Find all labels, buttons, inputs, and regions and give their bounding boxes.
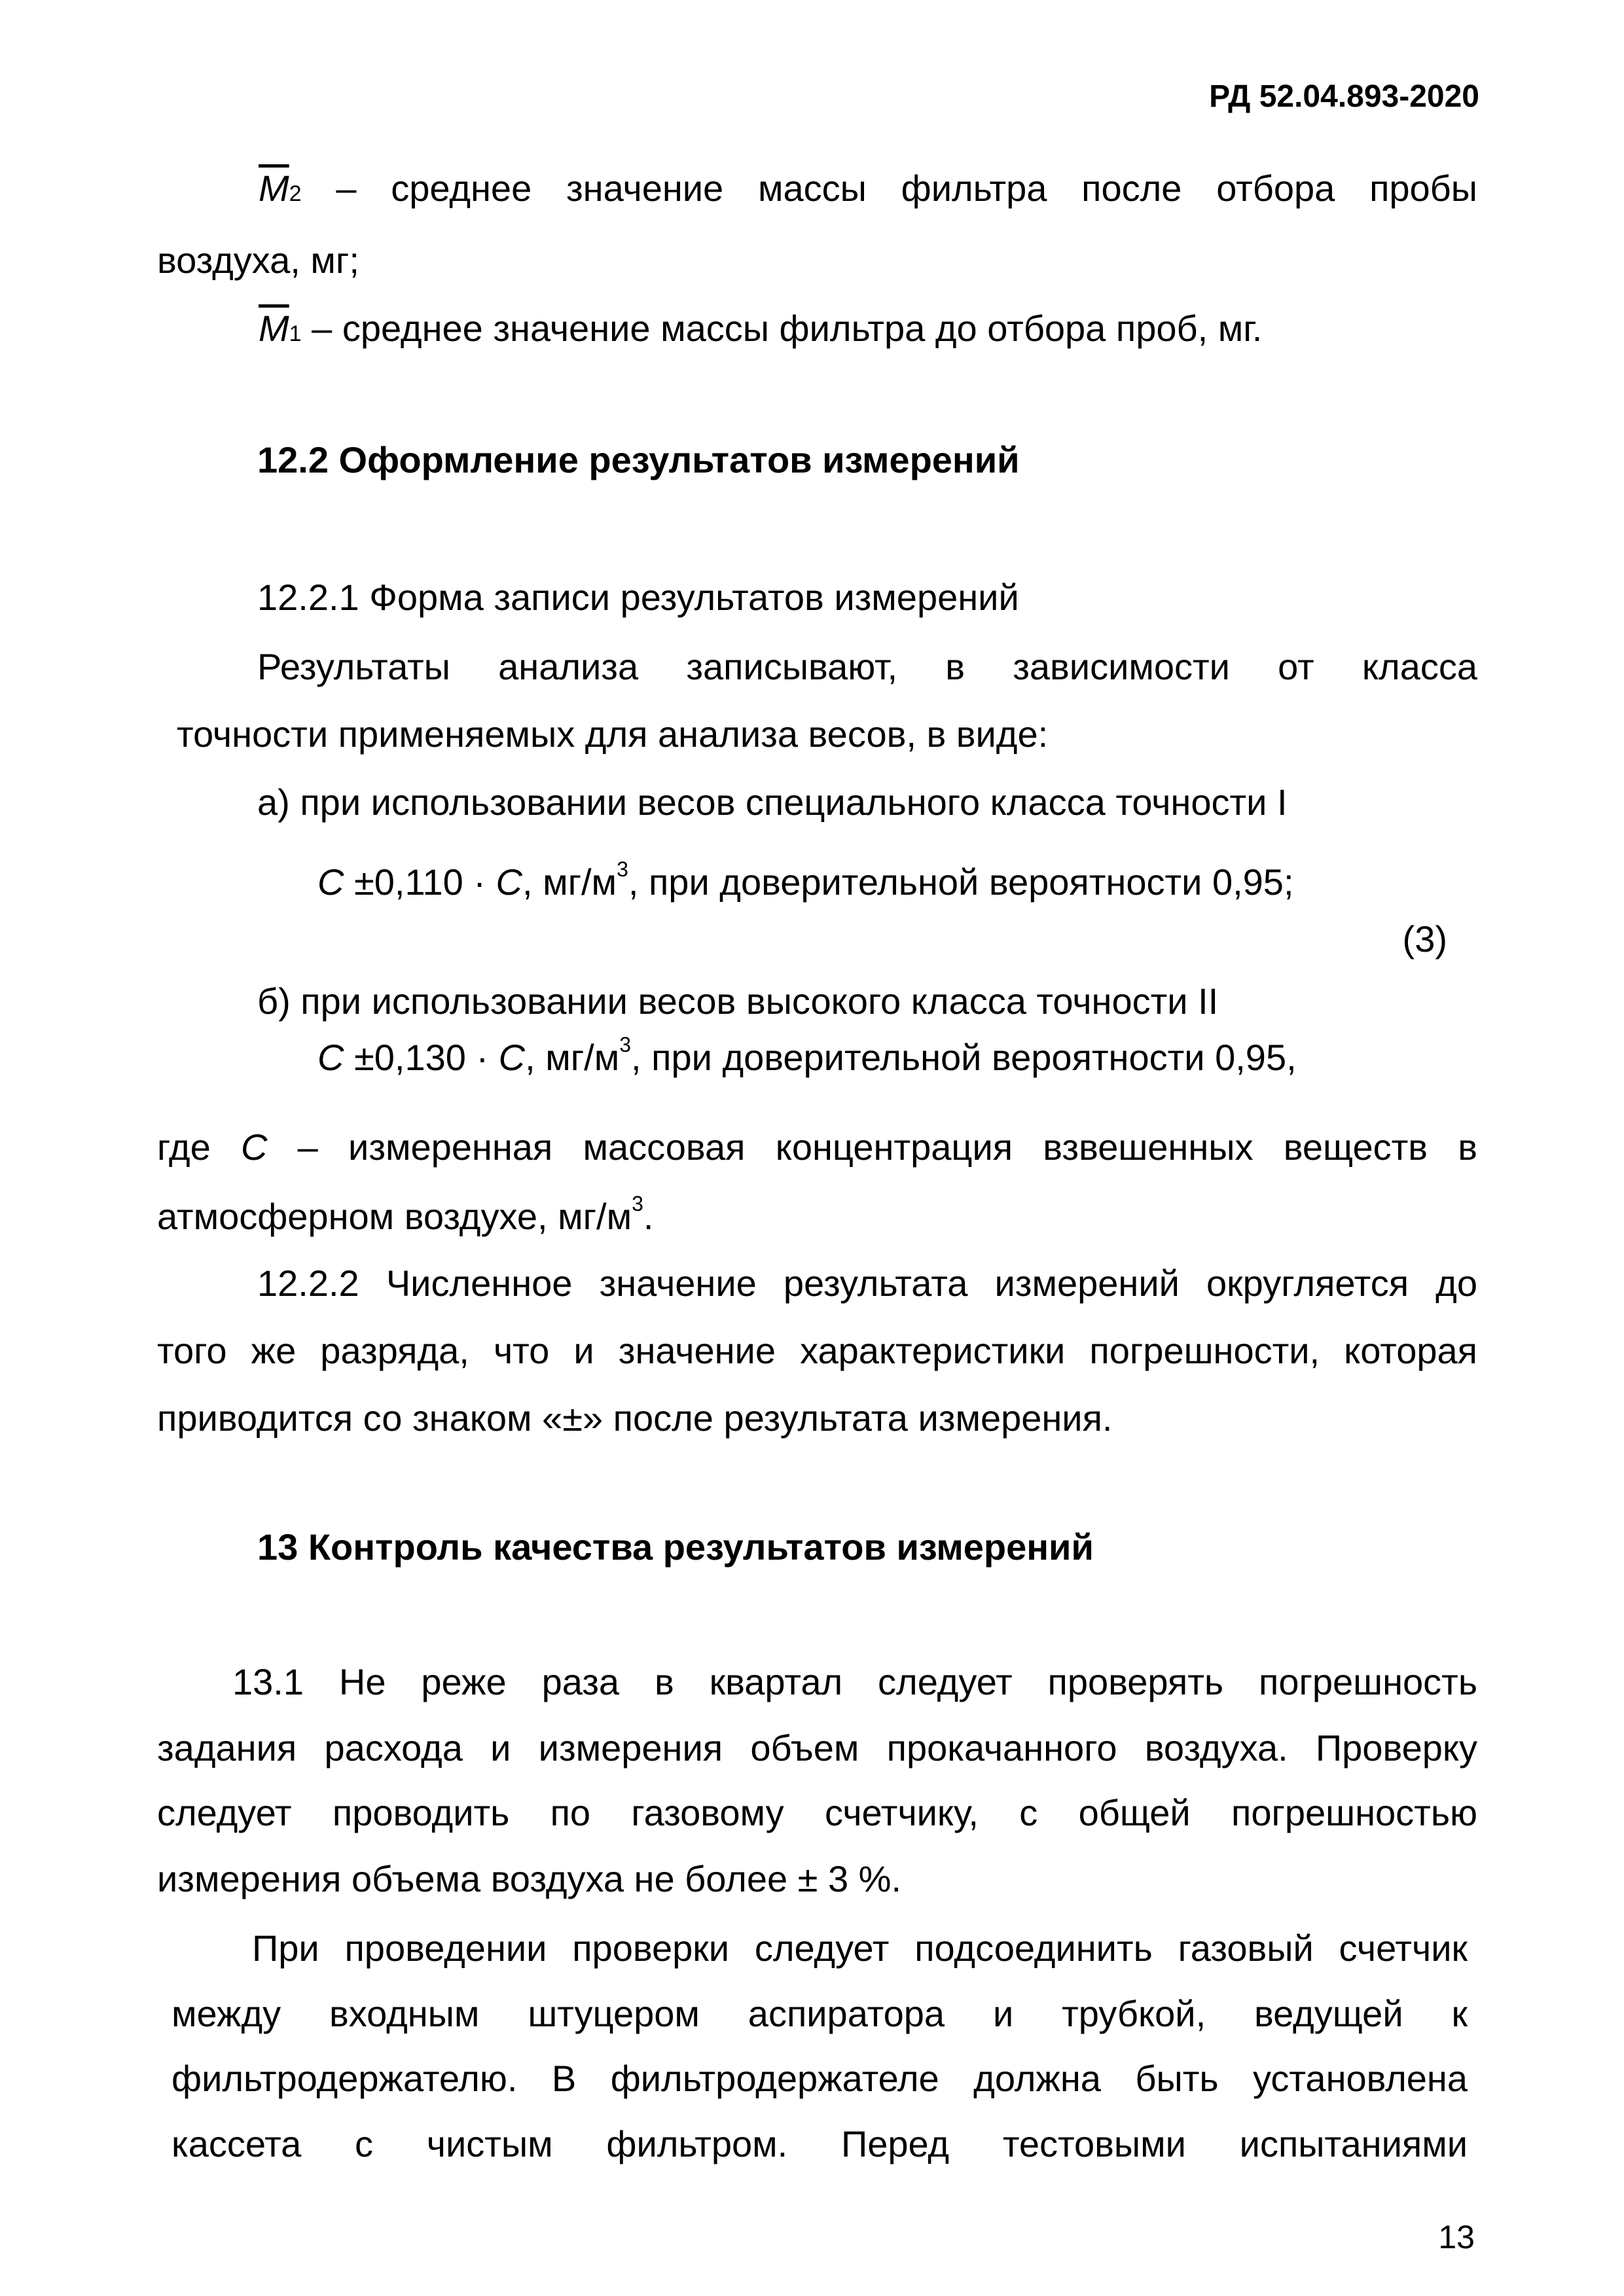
- paragraph-12-2-1-line2: точности применяемых для анализа весов, в виде:: [177, 713, 1049, 755]
- list-item-b: б) при использовании весов высокого класса точности II: [257, 980, 1219, 1022]
- paragraph-13-1-line1: 13.1 Не реже раза в квартал следует проверять погрешность: [232, 1661, 1477, 1702]
- paragraph-12-2-1-title: 12.2.1 Форма записи результатов измерений: [257, 577, 1019, 618]
- paragraph-12-2-2-line3: приводится со знаком «±» после результата измерения.: [157, 1397, 1113, 1439]
- formula-b: C ±0,130 · C, $мг/м^3$, при доверительной вероятности 0,95,: [317, 1033, 1297, 1078]
- paragraph-13-2-line1: При проведении проверки следует подсоединить газовый счетчик: [252, 1928, 1468, 1969]
- page-number: 13: [1438, 2219, 1475, 2255]
- definition-m2-text: – среднее значение массы фильтра после отбора пробы: [336, 168, 1478, 209]
- section-heading-13: 13 Контроль качества результатов измерений: [257, 1526, 1094, 1568]
- paragraph-13-1-line2: задания расхода и измерения объем прокачанного воздуха. Проверку: [157, 1727, 1477, 1768]
- paragraph-13-2-line3: фильтродержателю. В фильтродержателе должна быть установлена: [171, 2058, 1468, 2099]
- list-item-a: а) при использовании весов специального класса точности I: [257, 781, 1288, 823]
- formula-a: C ±0,110 · C, $мг/м^3$, при доверительной вероятности 0,95;: [317, 857, 1294, 903]
- paragraph-13-1-line3: следует проводить по газовому счетчику, с общей погрешностью: [157, 1792, 1477, 1833]
- paragraph-12-2-2-line1: 12.2.2 Численное значение результата измерений округляется до: [257, 1263, 1477, 1304]
- paragraph-12-2-1-line1: Результаты анализа записывают, в зависимости от класса: [257, 646, 1477, 687]
- paragraph-12-2-2-line2: того же разряда, что и значение характеристики погрешности, которая: [157, 1330, 1477, 1371]
- paragraph-13-1-line4: измерения объема воздуха не более ± 3 %.: [157, 1858, 902, 1899]
- definition-m2-line2: воздуха, мг;: [157, 240, 359, 281]
- paragraph-13-2-line2: между входным штуцером аспиратора и трубкой, ведущей к: [171, 1993, 1468, 2034]
- symbol-c: C: [240, 1126, 268, 1168]
- definition-m1: $\overline{M}1$ – среднее значение массы фильтра до отбора проб, мг.: [259, 308, 1263, 349]
- where-definition-line2: атмосферном воздухе, $мг/м^3$.: [157, 1192, 654, 1237]
- symbol-m2: $\overline{M}2$: [259, 168, 302, 209]
- document-code: РД 52.04.893-2020: [1209, 79, 1479, 114]
- section-heading-12-2: 12.2 Оформление результатов измерений: [257, 439, 1020, 480]
- paragraph-13-2-line4: кассета с чистым фильтром. Перед тестовыми испытаниями: [171, 2123, 1468, 2164]
- where-definition-line1: где C – измеренная массовая концентрация взвешенных веществ в: [157, 1126, 1477, 1168]
- definition-m2-line1: [259, 167, 1477, 215]
- symbol-m1: $\overline{M}1$: [259, 308, 302, 349]
- formula-number: (3): [1402, 918, 1447, 960]
